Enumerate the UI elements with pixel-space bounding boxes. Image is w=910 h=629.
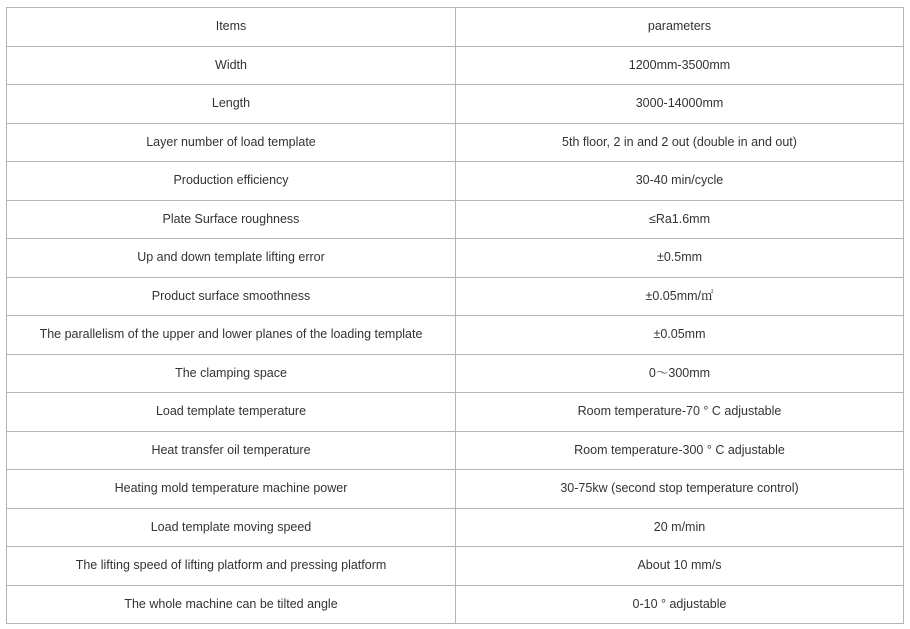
item-cell: The parallelism of the upper and lower planes of the loading template: [7, 316, 456, 355]
item-cell: Up and down template lifting error: [7, 239, 456, 278]
table-row: [7, 316, 904, 355]
parameter-cell: About 10 mm/s: [456, 547, 904, 586]
table-row: [7, 431, 904, 470]
parameter-cell: 30-40 min/cycle: [456, 162, 904, 201]
table-row: [7, 46, 904, 85]
table-row: [7, 470, 904, 509]
parameter-cell: 1200mm-3500mm: [456, 46, 904, 85]
table-header-row: [7, 8, 904, 47]
spec-table-container: [6, 7, 903, 624]
parameter-cell: 20 m/min: [456, 508, 904, 547]
table-row: [7, 239, 904, 278]
item-cell: Heat transfer oil temperature: [7, 431, 456, 470]
item-cell: Plate Surface roughness: [7, 200, 456, 239]
header-cell-items: Items: [7, 8, 456, 47]
spec-table: [6, 7, 904, 624]
table-row: [7, 85, 904, 124]
table-row: [7, 277, 904, 316]
item-cell: The clamping space: [7, 354, 456, 393]
item-cell: Layer number of load template: [7, 123, 456, 162]
table-row: [7, 162, 904, 201]
table-row: [7, 547, 904, 586]
table-row: [7, 200, 904, 239]
parameter-cell: ±0.5mm: [456, 239, 904, 278]
item-cell: Product surface smoothness: [7, 277, 456, 316]
item-cell: The lifting speed of lifting platform and pressing platform: [7, 547, 456, 586]
item-cell: Load template temperature: [7, 393, 456, 432]
table-row: [7, 354, 904, 393]
table-row: [7, 585, 904, 624]
parameter-cell: Room temperature-70 ° C adjustable: [456, 393, 904, 432]
parameter-cell: 0-10 ° adjustable: [456, 585, 904, 624]
parameter-cell: ≤Ra1.6mm: [456, 200, 904, 239]
spec-table-body: [7, 8, 904, 624]
parameter-cell: 0～300mm: [456, 354, 904, 393]
header-cell-parameters: parameters: [456, 8, 904, 47]
parameter-cell: ±0.05mm: [456, 316, 904, 355]
table-row: [7, 123, 904, 162]
item-cell: Heating mold temperature machine power: [7, 470, 456, 509]
parameter-cell: Room temperature-300 ° C adjustable: [456, 431, 904, 470]
item-cell: The whole machine can be tilted angle: [7, 585, 456, 624]
parameter-cell: 30-75kw (second stop temperature control): [456, 470, 904, 509]
parameter-cell: ±0.05mm/㎡: [456, 277, 904, 316]
parameter-cell: 3000-14000mm: [456, 85, 904, 124]
table-row: [7, 508, 904, 547]
item-cell: Length: [7, 85, 456, 124]
parameter-cell: 5th floor, 2 in and 2 out (double in and out): [456, 123, 904, 162]
item-cell: Production efficiency: [7, 162, 456, 201]
item-cell: Width: [7, 46, 456, 85]
table-row: [7, 393, 904, 432]
item-cell: Load template moving speed: [7, 508, 456, 547]
